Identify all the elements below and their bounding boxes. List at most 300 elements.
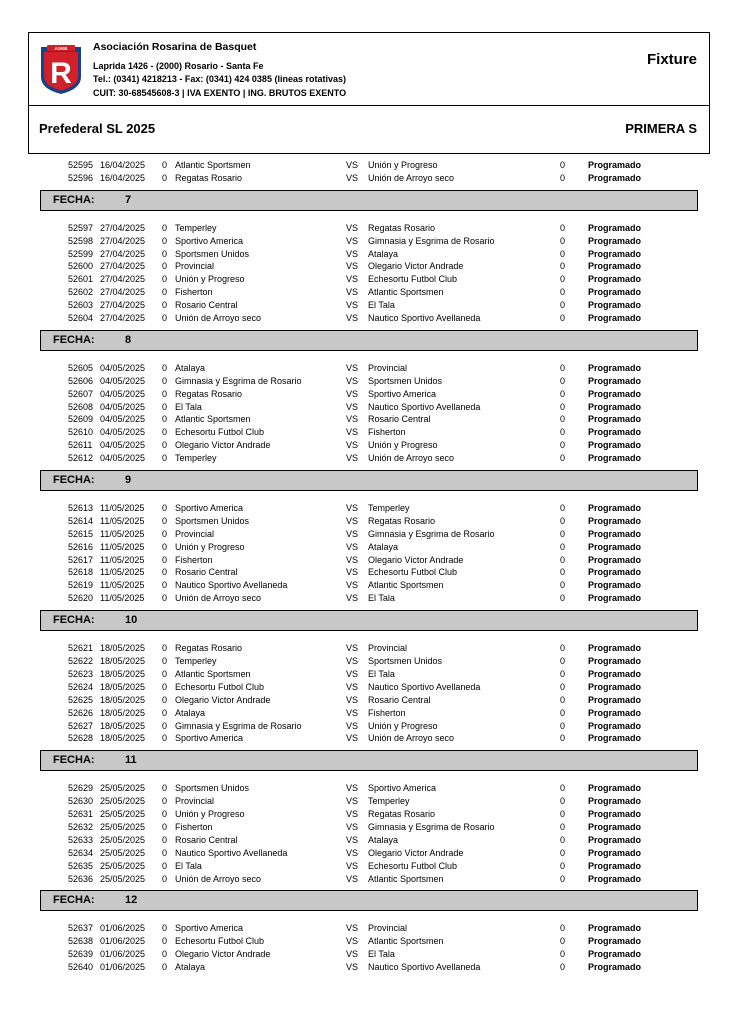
match-status: Programado bbox=[588, 427, 642, 438]
match-status: Programado bbox=[588, 809, 642, 820]
table-row bbox=[40, 566, 698, 579]
home-score: 0 bbox=[162, 821, 168, 832]
table-row bbox=[40, 592, 698, 605]
away-team: Nautico Sportivo Avellaneda bbox=[368, 313, 481, 324]
match-id: 52627 bbox=[68, 720, 94, 731]
home-team: Atalaya bbox=[175, 707, 206, 718]
away-team: Unión y Progreso bbox=[368, 720, 438, 731]
vs-label: VS bbox=[346, 300, 359, 311]
match-date: 27/04/2025 bbox=[100, 261, 146, 272]
away-score: 0 bbox=[560, 720, 566, 731]
match-date: 11/05/2025 bbox=[100, 580, 145, 591]
match-date: 11/05/2025 bbox=[100, 567, 145, 578]
match-status: Programado bbox=[588, 681, 642, 692]
away-score: 0 bbox=[560, 567, 566, 578]
table-row bbox=[40, 808, 698, 821]
away-team: Sportivo America bbox=[368, 388, 437, 399]
away-team: Unión y Progreso bbox=[368, 160, 438, 170]
home-score: 0 bbox=[162, 388, 168, 399]
match-status: Programado bbox=[588, 503, 642, 514]
fecha-header bbox=[40, 610, 698, 631]
vs-label: VS bbox=[346, 796, 359, 807]
logo-letter: R bbox=[50, 57, 72, 90]
match-id: 52620 bbox=[68, 593, 94, 604]
table-row bbox=[40, 248, 698, 261]
table-row bbox=[40, 312, 698, 325]
away-team: Provincial bbox=[368, 923, 408, 934]
table-row bbox=[40, 235, 698, 248]
match-id: 52610 bbox=[68, 427, 94, 438]
away-score: 0 bbox=[560, 401, 566, 412]
away-score: 0 bbox=[560, 593, 566, 604]
match-date: 04/05/2025 bbox=[100, 401, 146, 412]
match-id: 52604 bbox=[68, 313, 94, 324]
table-row bbox=[40, 847, 698, 860]
home-score: 0 bbox=[162, 222, 168, 233]
table-row bbox=[40, 439, 698, 452]
vs-label: VS bbox=[346, 554, 359, 565]
vs-label: VS bbox=[346, 873, 359, 884]
home-team: Unión y Progreso bbox=[175, 274, 245, 285]
fecha-header bbox=[40, 890, 698, 911]
vs-label: VS bbox=[346, 261, 359, 272]
home-score: 0 bbox=[162, 834, 168, 845]
vs-label: VS bbox=[346, 440, 359, 451]
match-status: Programado bbox=[588, 235, 642, 246]
match-id: 52635 bbox=[68, 860, 94, 871]
home-score: 0 bbox=[162, 313, 168, 324]
fecha-header bbox=[40, 330, 698, 351]
match-date: 27/04/2025 bbox=[100, 222, 146, 233]
fecha-label: FECHA: bbox=[53, 333, 95, 346]
match-id: 52629 bbox=[68, 783, 94, 794]
away-team: El Tala bbox=[368, 593, 395, 604]
vs-label: VS bbox=[346, 388, 359, 399]
match-status: Programado bbox=[588, 375, 642, 386]
match-date: 25/05/2025 bbox=[100, 847, 146, 858]
away-score: 0 bbox=[560, 681, 566, 692]
match-id: 52605 bbox=[68, 362, 94, 373]
match-status: Programado bbox=[588, 515, 642, 526]
away-team: Unión y Progreso bbox=[368, 440, 438, 451]
match-id: 52623 bbox=[68, 668, 94, 679]
away-team: Unión de Arroyo seco bbox=[368, 453, 455, 464]
vs-label: VS bbox=[346, 923, 359, 934]
home-score: 0 bbox=[162, 567, 168, 578]
home-score: 0 bbox=[162, 936, 168, 947]
away-score: 0 bbox=[560, 261, 566, 272]
home-team: Echesortu Futbol Club bbox=[175, 681, 265, 692]
fecha-header bbox=[40, 190, 698, 211]
match-status: Programado bbox=[588, 261, 642, 272]
match-id: 52607 bbox=[68, 388, 94, 399]
away-score: 0 bbox=[560, 643, 566, 654]
home-team: Atlantic Sportsmen bbox=[175, 668, 251, 679]
match-id: 52638 bbox=[68, 936, 94, 947]
match-status: Programado bbox=[588, 936, 642, 947]
home-score: 0 bbox=[162, 923, 168, 934]
match-id: 52613 bbox=[68, 503, 94, 514]
fixture-list bbox=[40, 159, 698, 974]
match-status: Programado bbox=[588, 222, 642, 233]
away-team: Gimnasia y Esgrima de Rosario bbox=[368, 235, 495, 246]
home-team: Nautico Sportivo Avellaneda bbox=[175, 580, 288, 591]
away-score: 0 bbox=[560, 580, 566, 591]
away-score: 0 bbox=[560, 809, 566, 820]
vs-label: VS bbox=[346, 401, 359, 412]
away-team: Atalaya bbox=[368, 541, 399, 552]
fecha-number: 12 bbox=[125, 894, 138, 907]
home-score: 0 bbox=[162, 160, 168, 170]
match-id: 52595 bbox=[68, 160, 94, 170]
away-team: Echesortu Futbol Club bbox=[368, 567, 458, 578]
match-status: Programado bbox=[588, 287, 642, 298]
home-score: 0 bbox=[162, 261, 168, 272]
away-score: 0 bbox=[560, 300, 566, 311]
match-date: 18/05/2025 bbox=[100, 681, 146, 692]
match-date: 27/04/2025 bbox=[100, 287, 146, 298]
vs-label: VS bbox=[346, 809, 359, 820]
away-score: 0 bbox=[560, 362, 566, 373]
home-score: 0 bbox=[162, 783, 168, 794]
table-row bbox=[40, 681, 698, 694]
org-phone: Tel.: (0341) 4218213 - Fax: (0341) 424 0385 (lineas rotativas) bbox=[93, 74, 346, 84]
match-status: Programado bbox=[588, 821, 642, 832]
vs-label: VS bbox=[346, 287, 359, 298]
vs-label: VS bbox=[346, 834, 359, 845]
match-date: 04/05/2025 bbox=[100, 414, 146, 425]
home-score: 0 bbox=[162, 643, 168, 654]
table-row bbox=[40, 694, 698, 707]
table-row bbox=[40, 260, 698, 273]
match-date: 18/05/2025 bbox=[100, 720, 146, 731]
away-score: 0 bbox=[560, 427, 566, 438]
match-status: Programado bbox=[588, 668, 642, 679]
table-row bbox=[40, 172, 698, 185]
home-score: 0 bbox=[162, 962, 168, 973]
away-score: 0 bbox=[560, 821, 566, 832]
match-date: 11/05/2025 bbox=[100, 528, 145, 539]
tournament-name: Prefederal SL 2025 bbox=[39, 121, 156, 136]
away-score: 0 bbox=[560, 733, 566, 744]
match-id: 52614 bbox=[68, 515, 94, 526]
match-status: Programado bbox=[588, 694, 642, 705]
match-status: Programado bbox=[588, 783, 642, 794]
fecha-label: FECHA: bbox=[53, 754, 95, 767]
vs-label: VS bbox=[346, 375, 359, 386]
table-row bbox=[40, 834, 698, 847]
away-team: Atlantic Sportsmen bbox=[368, 580, 444, 591]
header-divider bbox=[29, 105, 709, 106]
home-score: 0 bbox=[162, 580, 168, 591]
vs-label: VS bbox=[346, 160, 359, 170]
match-date: 25/05/2025 bbox=[100, 873, 146, 884]
home-team: Fisherton bbox=[175, 287, 213, 298]
away-team: Atalaya bbox=[368, 834, 399, 845]
home-team: Unión y Progreso bbox=[175, 541, 245, 552]
match-id: 52606 bbox=[68, 375, 94, 386]
home-team: Atlantic Sportsmen bbox=[175, 414, 251, 425]
match-date: 27/04/2025 bbox=[100, 274, 146, 285]
home-score: 0 bbox=[162, 733, 168, 744]
match-date: 01/06/2025 bbox=[100, 936, 146, 947]
match-id: 52626 bbox=[68, 707, 94, 718]
away-score: 0 bbox=[560, 796, 566, 807]
table-row bbox=[40, 362, 698, 375]
match-date: 25/05/2025 bbox=[100, 860, 146, 871]
away-score: 0 bbox=[560, 860, 566, 871]
match-id: 52631 bbox=[68, 809, 94, 820]
away-score: 0 bbox=[560, 541, 566, 552]
vs-label: VS bbox=[346, 733, 359, 744]
table-row bbox=[40, 413, 698, 426]
away-team: Atlantic Sportsmen bbox=[368, 287, 444, 298]
away-score: 0 bbox=[560, 453, 566, 464]
table-row bbox=[40, 795, 698, 808]
home-score: 0 bbox=[162, 248, 168, 259]
match-id: 52621 bbox=[68, 643, 94, 654]
vs-label: VS bbox=[346, 847, 359, 858]
home-team: Provincial bbox=[175, 796, 215, 807]
table-row bbox=[40, 528, 698, 541]
match-id: 52599 bbox=[68, 248, 94, 259]
fecha-label: FECHA: bbox=[53, 894, 95, 907]
table-row bbox=[40, 273, 698, 286]
away-score: 0 bbox=[560, 923, 566, 934]
home-score: 0 bbox=[162, 809, 168, 820]
away-team: Nautico Sportivo Avellaneda bbox=[368, 962, 481, 973]
home-score: 0 bbox=[162, 554, 168, 565]
home-team: Echesortu Futbol Club bbox=[175, 427, 265, 438]
match-date: 16/04/2025 bbox=[100, 172, 146, 183]
match-status: Programado bbox=[588, 707, 642, 718]
home-score: 0 bbox=[162, 274, 168, 285]
home-score: 0 bbox=[162, 287, 168, 298]
table-row bbox=[40, 222, 698, 235]
home-team: Sportsmen Unidos bbox=[175, 248, 250, 259]
table-row bbox=[40, 299, 698, 312]
match-id: 52617 bbox=[68, 554, 94, 565]
vs-label: VS bbox=[346, 515, 359, 526]
vs-label: VS bbox=[346, 949, 359, 960]
home-score: 0 bbox=[162, 414, 168, 425]
home-team: Provincial bbox=[175, 528, 215, 539]
table-row bbox=[40, 732, 698, 745]
away-team: Nautico Sportivo Avellaneda bbox=[368, 401, 481, 412]
home-team: Provincial bbox=[175, 261, 215, 272]
match-id: 52615 bbox=[68, 528, 94, 539]
home-team: Gimnasia y Esgrima de Rosario bbox=[175, 720, 302, 731]
home-team: Rosario Central bbox=[175, 567, 238, 578]
home-team: Sportivo America bbox=[175, 503, 244, 514]
away-score: 0 bbox=[560, 834, 566, 845]
vs-label: VS bbox=[346, 656, 359, 667]
home-score: 0 bbox=[162, 656, 168, 667]
home-team: Rosario Central bbox=[175, 834, 238, 845]
table-row bbox=[40, 159, 698, 172]
table-row bbox=[40, 541, 698, 554]
table-row bbox=[40, 642, 698, 655]
match-id: 52634 bbox=[68, 847, 94, 858]
table-row bbox=[40, 873, 698, 886]
away-team: Provincial bbox=[368, 643, 408, 654]
match-date: 11/05/2025 bbox=[100, 593, 145, 604]
org-name: Asociación Rosarina de Basquet bbox=[93, 41, 257, 53]
match-id: 52603 bbox=[68, 300, 94, 311]
home-team: Atlantic Sportsmen bbox=[175, 160, 251, 170]
away-team: El Tala bbox=[368, 668, 395, 679]
vs-label: VS bbox=[346, 694, 359, 705]
away-team: Nautico Sportivo Avellaneda bbox=[368, 681, 481, 692]
home-team: Temperley bbox=[175, 656, 217, 667]
vs-label: VS bbox=[346, 962, 359, 973]
away-team: Rosario Central bbox=[368, 414, 431, 425]
match-date: 18/05/2025 bbox=[100, 707, 146, 718]
table-row bbox=[40, 426, 698, 439]
table-row bbox=[40, 935, 698, 948]
vs-label: VS bbox=[346, 936, 359, 947]
home-team: Nautico Sportivo Avellaneda bbox=[175, 847, 288, 858]
match-status: Programado bbox=[588, 362, 642, 373]
home-score: 0 bbox=[162, 172, 168, 183]
table-row bbox=[40, 961, 698, 974]
match-status: Programado bbox=[588, 847, 642, 858]
away-team: El Tala bbox=[368, 300, 395, 311]
away-team: Provincial bbox=[368, 362, 408, 373]
fecha-number: 10 bbox=[125, 614, 138, 627]
away-score: 0 bbox=[560, 160, 566, 170]
home-team: Olegario Victor Andrade bbox=[175, 949, 271, 960]
table-row bbox=[40, 388, 698, 401]
vs-label: VS bbox=[346, 783, 359, 794]
match-date: 11/05/2025 bbox=[100, 503, 145, 514]
vs-label: VS bbox=[346, 580, 359, 591]
match-status: Programado bbox=[588, 923, 642, 934]
home-team: Olegario Victor Andrade bbox=[175, 694, 271, 705]
away-team: Temperley bbox=[368, 796, 410, 807]
match-date: 11/05/2025 bbox=[100, 515, 145, 526]
away-score: 0 bbox=[560, 936, 566, 947]
home-team: Gimnasia y Esgrima de Rosario bbox=[175, 375, 302, 386]
away-team: Temperley bbox=[368, 503, 410, 514]
document-header bbox=[28, 32, 710, 154]
vs-label: VS bbox=[346, 720, 359, 731]
table-row bbox=[40, 286, 698, 299]
away-team: Unión de Arroyo seco bbox=[368, 733, 455, 744]
away-score: 0 bbox=[560, 172, 566, 183]
match-status: Programado bbox=[588, 528, 642, 539]
away-score: 0 bbox=[560, 949, 566, 960]
table-row bbox=[40, 655, 698, 668]
match-date: 04/05/2025 bbox=[100, 440, 146, 451]
away-team: Regatas Rosario bbox=[368, 809, 436, 820]
away-score: 0 bbox=[560, 962, 566, 973]
home-team: Sportsmen Unidos bbox=[175, 515, 250, 526]
match-id: 52622 bbox=[68, 656, 94, 667]
match-status: Programado bbox=[588, 160, 642, 170]
vs-label: VS bbox=[346, 362, 359, 373]
away-score: 0 bbox=[560, 388, 566, 399]
match-status: Programado bbox=[588, 720, 642, 731]
match-date: 18/05/2025 bbox=[100, 656, 146, 667]
away-score: 0 bbox=[560, 515, 566, 526]
away-team: Sportsmen Unidos bbox=[368, 375, 443, 386]
match-date: 18/05/2025 bbox=[100, 668, 146, 679]
home-team: Temperley bbox=[175, 222, 217, 233]
away-score: 0 bbox=[560, 873, 566, 884]
away-score: 0 bbox=[560, 440, 566, 451]
away-team: Olegario Victor Andrade bbox=[368, 847, 464, 858]
home-score: 0 bbox=[162, 860, 168, 871]
match-id: 52624 bbox=[68, 681, 94, 692]
home-team: Rosario Central bbox=[175, 300, 238, 311]
vs-label: VS bbox=[346, 427, 359, 438]
match-date: 04/05/2025 bbox=[100, 388, 146, 399]
match-status: Programado bbox=[588, 414, 642, 425]
match-status: Programado bbox=[588, 172, 642, 183]
home-team: Olegario Victor Andrade bbox=[175, 440, 271, 451]
match-status: Programado bbox=[588, 643, 642, 654]
away-score: 0 bbox=[560, 503, 566, 514]
away-team: Gimnasia y Esgrima de Rosario bbox=[368, 528, 495, 539]
home-team: Unión y Progreso bbox=[175, 809, 245, 820]
match-id: 52630 bbox=[68, 796, 94, 807]
home-team: Fisherton bbox=[175, 554, 213, 565]
home-team: Fisherton bbox=[175, 821, 213, 832]
away-score: 0 bbox=[560, 287, 566, 298]
home-score: 0 bbox=[162, 694, 168, 705]
match-id: 52602 bbox=[68, 287, 94, 298]
table-row bbox=[40, 782, 698, 795]
away-score: 0 bbox=[560, 274, 566, 285]
match-date: 25/05/2025 bbox=[100, 796, 146, 807]
home-score: 0 bbox=[162, 528, 168, 539]
away-team: Fisherton bbox=[368, 707, 406, 718]
match-date: 27/04/2025 bbox=[100, 300, 146, 311]
home-score: 0 bbox=[162, 949, 168, 960]
home-team: Sportivo America bbox=[175, 923, 244, 934]
match-status: Programado bbox=[588, 580, 642, 591]
table-row bbox=[40, 502, 698, 515]
vs-label: VS bbox=[346, 643, 359, 654]
away-score: 0 bbox=[560, 656, 566, 667]
fecha-label: FECHA: bbox=[53, 614, 95, 627]
match-id: 52612 bbox=[68, 453, 94, 464]
home-team: Atalaya bbox=[175, 962, 206, 973]
match-date: 04/05/2025 bbox=[100, 453, 146, 464]
match-date: 04/05/2025 bbox=[100, 362, 146, 373]
match-status: Programado bbox=[588, 388, 642, 399]
match-id: 52598 bbox=[68, 235, 94, 246]
home-team: Echesortu Futbol Club bbox=[175, 936, 265, 947]
home-score: 0 bbox=[162, 541, 168, 552]
home-score: 0 bbox=[162, 707, 168, 718]
away-score: 0 bbox=[560, 783, 566, 794]
away-team: Atalaya bbox=[368, 248, 399, 259]
home-team: El Tala bbox=[175, 860, 202, 871]
match-id: 52633 bbox=[68, 834, 94, 845]
away-score: 0 bbox=[560, 313, 566, 324]
home-score: 0 bbox=[162, 235, 168, 246]
vs-label: VS bbox=[346, 222, 359, 233]
away-score: 0 bbox=[560, 248, 566, 259]
home-score: 0 bbox=[162, 668, 168, 679]
away-team: Atlantic Sportsmen bbox=[368, 936, 444, 947]
vs-label: VS bbox=[346, 860, 359, 871]
table-row bbox=[40, 452, 698, 465]
home-team: Atalaya bbox=[175, 362, 206, 373]
match-status: Programado bbox=[588, 834, 642, 845]
